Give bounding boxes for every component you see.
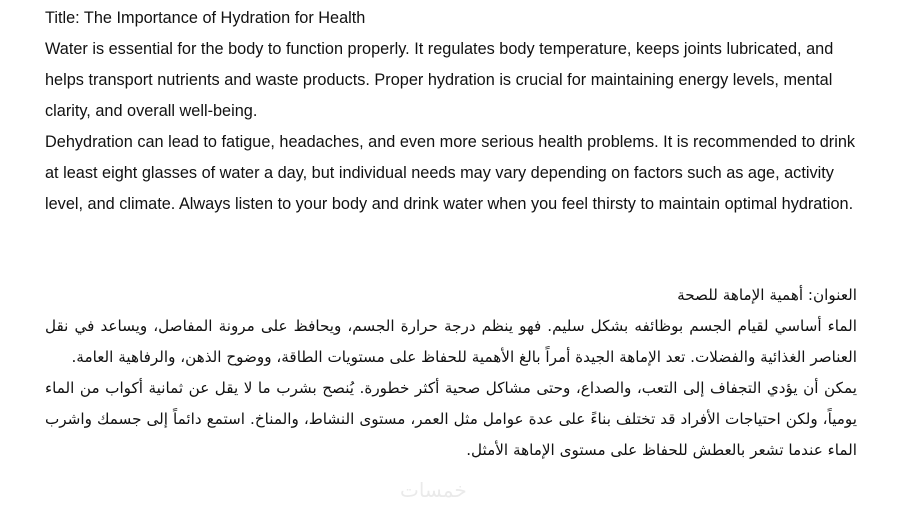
english-paragraph-1: Water is essential for the body to function properly. It regulates body temperature, keeps joints lubricated, and helps transport nutrients and waste products. Proper hydration is crucial for maintaining energy levels, mental clarity, and overall well-being. [45, 40, 834, 120]
english-section [45, 3, 855, 220]
watermark: خمسات [400, 478, 467, 502]
arabic-paragraph-1: الماء أساسي لقيام الجسم بوظائفه بشكل سليم. فهو ينظم درجة حرارة الجسم، ويحافظ على مرونة المفاصل، ويساعد في نقل العناصر الغذائية والفضلات. تعد الإماهة الجيدة أمراً بالغ الأهمية للحفاظ على مستويات الطاقة، ووضوح الذهن، والرفاهية العامة. [45, 317, 857, 366]
arabic-section [45, 280, 857, 466]
english-title: Title: The Importance of Hydration for Health [45, 9, 366, 27]
arabic-title: العنوان: أهمية الإماهة للصحة [677, 286, 857, 304]
arabic-paragraph-2: يمكن أن يؤدي التجفاف إلى التعب، والصداع، وحتى مشاكل صحية أكثر خطورة. يُنصح بشرب ما لا يقل عن ثمانية أكواب من الماء يومياً، ولكن احتياجات الأفراد قد تختلف بناءً على عدة عوامل مثل العمر، مستوى النشاط، والمناخ. استمع دائماً إلى جسمك واشرب الماء عندما تشعر بالعطش للحفاظ على مستوى الإماهة الأمثل. [45, 379, 857, 459]
english-paragraph-2: Dehydration can lead to fatigue, headaches, and even more serious health problems. It is recommended to drink at least eight glasses of water a day, but individual needs may vary depending on factors such as age, activity level, and climate. Always listen to your body and drink water when you feel thirsty to maintain optimal hydration. [45, 133, 856, 213]
